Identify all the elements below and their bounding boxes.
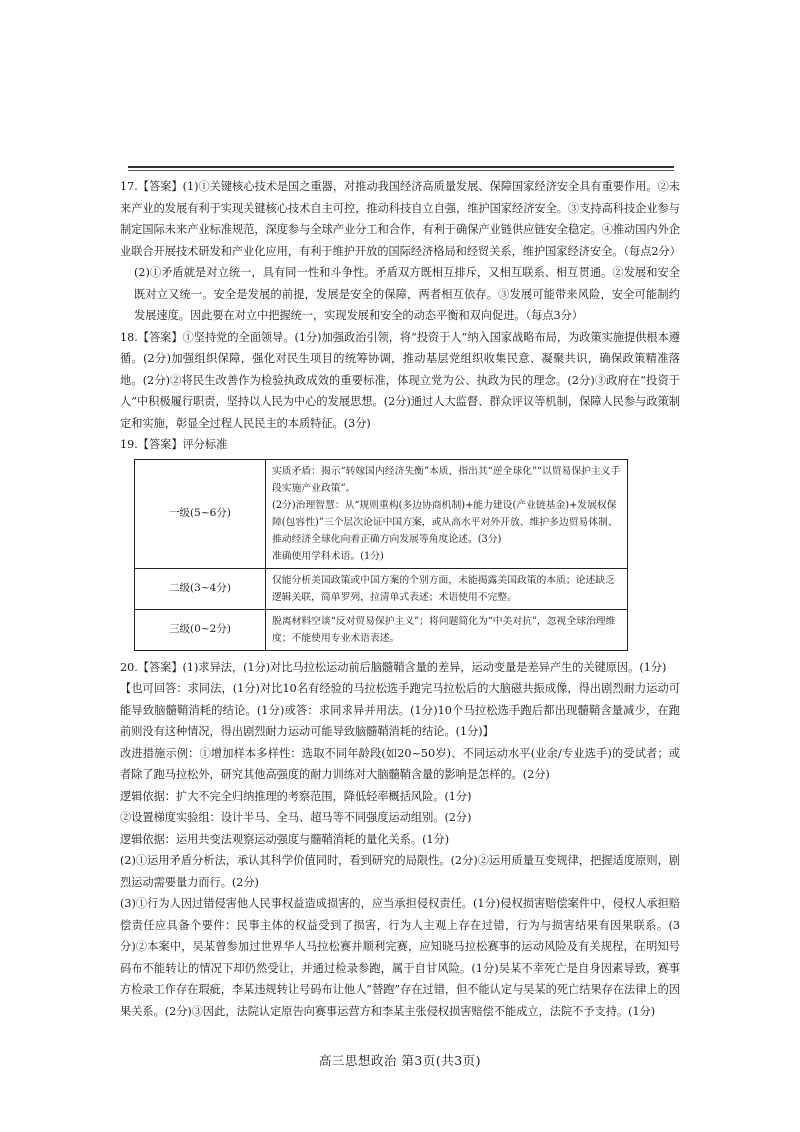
header-rule-thin xyxy=(128,170,674,171)
q19-heading: 19.【答案】评分标准 xyxy=(120,438,228,451)
q20-improvement: 改进措施示例：①增加样本多样性：选取不同年龄段(如20~50岁)、不同运动水平(业余/专业选手)的受试者；或者除了跑马拉松外，研究其他高强度的耐力训练对大脑髓鞘含量的影响是怎样的。(2分) xyxy=(120,746,680,781)
answer-content xyxy=(120,176,680,1022)
grade-row-level1 xyxy=(135,459,628,568)
header-rule-thick xyxy=(128,166,674,168)
grade-level-label: 二级(3~4分) xyxy=(135,568,266,609)
grade-criteria xyxy=(266,568,628,609)
q18-answer: 18.【答案】①坚持党的全面领导。(1分)加强政治引领，将“投资于人”纳入国家战略布局，为政策实施提供根本遵循。(2分)加强组织保障，强化对民生项目的统筹协调，推动基层党组织收集民意、凝聚共识，确保政策精准落地。(2分)②将民生改善作为检验执政成效的重要标准，体现立党为公、执政为民的理念。(2分)③政府在“投资于人”中积极履行职责，坚持以人民为中心的发展思想。(2分)通过人大监督、群众评议等机制，保障人民参与政策制定和实施，彰显全过程人民民主的本质特征。(3分) xyxy=(120,330,680,430)
q20-part1: 20.【答案】(1)求异法，(1分)对比马拉松运动前后脑髓鞘含量的差异，运动变量是差异产生的关键原因。(1分) xyxy=(120,660,667,674)
page-footer: 高三思想政治 第3页(共3页) xyxy=(318,1053,482,1068)
grade-level-label: 三级(0~2分) xyxy=(135,609,266,650)
q20-logic-basis-2: 逻辑依据：运用共变法观察运动强度与髓鞘消耗的量化关系。(1分) xyxy=(120,832,450,846)
q20-gradient-group: ②设置梯度实验组：设计半马、全马、超马等不同强度运动组别。(2分) xyxy=(120,811,472,824)
grade-criteria xyxy=(266,459,628,568)
q20-logic-basis-1: 逻辑依据：扩大不完全归纳推理的考察范围，降低轻率概括风险。(1分) xyxy=(120,789,472,803)
q17-part2: (2)①矛盾就是对立统一，具有同一性和斗争性。矛盾双方既相互排斥，又相互联系、相互贯通。②发展和安全既对立又统一。安全是发展的前提，发展是安全的保障，两者相互依存。③发展可能带来风险，安全可能制约发展速度。因此要在对立中把握统一，实现发展和安全的动态平衡和双向促进。（每点3分） xyxy=(134,266,680,322)
grade-row-level2 xyxy=(135,568,628,609)
grade-criteria-line: 实质矛盾：揭示“转嫁国内经济失衡”本质，指出其“逆全球化”“以贸易保护主义手段实施产业政策”。 xyxy=(272,465,621,494)
q20-part3: (3)①行为人因过错侵害他人民事权益造成损害的，应当承担侵权责任。(1分)侵权损害赔偿案件中，侵权人承担赔偿责任应具备个要件：民事主体的权益受到了损害，行为人主观上存在过错，行为与损害结果有因果联系。(3分)②本案中，吴某曾参加过世界华人马拉松赛并顺利完赛，应知晓马拉松赛事的运动风险及有关规程，在明知号码布不能转让的情况下却仍然受让，并通过检录参跑，属于自甘风险。(1分)吴某不幸死亡是自身因素导致，赛事方检录工作存在瑕疵，李某违规转让号码布让他人“替跑”存在过错，但不能认定与吴某的死亡结果存在法律上的因果关系。(2分)③因此，法院认定原告向赛事运营方和李某主张侵权损害赔偿不能成立，法院不予支持。(1分) xyxy=(120,897,680,1018)
grade-criteria-line: (2分)治理智慧：从“规则重构(多边协商机制)+能力建设(产业链基金)+发展权保障(包容性)”三个层次论证中国方案，或从高水平对外开放、维护多边贸易体制、推动经济全球化向着正确方向发展等角度论述。(3分) xyxy=(272,499,618,545)
grading-table xyxy=(134,459,628,651)
q20-alt-answer: 【也可回答：求同法，(1分)对比10名有经验的马拉松选手跑完马拉松后的大脑磁共振成像，得出剧烈耐力运动可能导致脑髓鞘消耗的结论。(1分)或答：求同求异并用法。(1分)10个马拉松选手跑后都出现髓鞘含量减少，在跑前则没有这种情况，得出剧烈耐力运动可能导致脑髓鞘消耗的结论。(1分)】 xyxy=(120,682,680,738)
grade-criteria-line: 准确使用学科术语。(1分) xyxy=(272,550,384,562)
q17-part1: 17.【答案】(1)①关键核心技术是国之重器，对推动我国经济高质量发展、保障国家经济安全具有重要作用。②未来产业的发展有利于实现关键核心技术自主可控，推动科技自立自强，维护国家经济安全。③支持高科技企业参与制定国际未来产业标准规范，深度参与全球产业分工和合作，有利于确保产业链供应链安全稳定。④推动国内外企业联合开展技术研发和产业化应用，有利于维护开放的国际经济格局和经贸关系，维护国家经济安全。（每点2分） xyxy=(120,180,681,258)
grade-row-level3 xyxy=(135,609,628,650)
grade-criteria-line: 脱离材料空谈“反对贸易保护主义”；将问题简化为“中美对抗”，忽视全球治理维度；不能使用专业术语表述。 xyxy=(272,615,616,644)
grade-criteria xyxy=(266,609,628,650)
grade-criteria-line: 仅能分析美国政策或中国方案的个别方面，未能揭露美国政策的本质；论述缺乏逻辑关联，简单罗列，拉清单式表述；术语使用不完整。 xyxy=(272,574,615,603)
grade-level-label: 一级(5~6分) xyxy=(135,459,266,568)
q20-part2: (2)①运用矛盾分析法，承认其科学价值同时，看到研究的局限性。(2分)②运用质量互变规律，把握适度原则，剧烈运动需要量力而行。(2分) xyxy=(120,854,680,889)
